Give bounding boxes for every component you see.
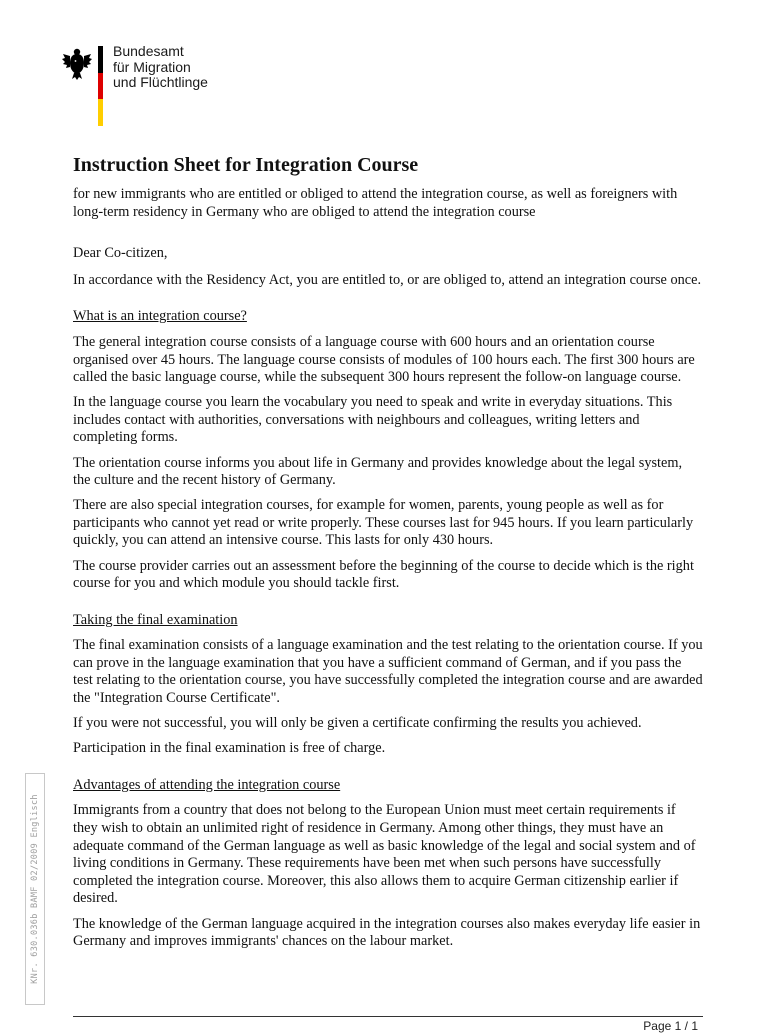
paragraph: The course provider carries out an assessment before the beginning of the course to decide which is the right course for you and which module you should tackle first. (73, 557, 694, 592)
paragraph: The knowledge of the German language acquired in the integration courses also makes everyday life easier in Germany and improves immigrants' chances on the labour market. (73, 915, 701, 950)
flag-red-stripe (98, 73, 103, 100)
form-code: KNr. 630.036b BAMF 02/2009 Englisch (30, 794, 40, 984)
organization-name (113, 44, 208, 91)
document-body (73, 152, 703, 958)
document-subtitle: for new immigrants who are entitled or obliged to attend the integration course, as well as foreigners with long-term residency in Germany who are obliged to attend the integration course (73, 186, 678, 220)
paragraph: If you were not successful, you will only be given a certificate confirming the results you achieved. (73, 715, 642, 732)
page-number: Page 1 / 1 (643, 1019, 698, 1033)
paragraph: There are also special integration courses, for example for women, parents, young people as well as for participants who cannot yet read or write properly. These courses last for 945 hours. If you learn particularly quickly, you can attend an intensive course. This lasts for only 430 hours. (73, 497, 694, 549)
org-line: für Migration (113, 58, 191, 75)
footer-divider (73, 1016, 703, 1017)
federal-eagle-icon (62, 46, 92, 80)
flag-black-stripe (98, 46, 103, 73)
section-heading: Advantages of attending the integration course (73, 776, 341, 793)
section-heading: Taking the final examination (73, 611, 238, 628)
section-heading: What is an integration course? (73, 308, 247, 325)
bamf-logo (62, 44, 262, 128)
greeting: Dear Co-citizen, (73, 245, 168, 262)
paragraph: Participation in the final examination is free of charge. (73, 740, 386, 757)
flag-gold-stripe (98, 99, 103, 126)
paragraph: In the language course you learn the vocabulary you need to speak and write in everyday situations. This includes contact with authorities, conversations with neighbours and colleagues, writing letters and completing forms. (73, 394, 673, 446)
paragraph: Immigrants from a country that does not belong to the European Union must meet certain requirements if they wish to obtain an unlimited right of residence in Germany. Among other things, they must have an adequate command of the German language as well as basic knowledge of the legal and social system and of living conditions in Germany. These requirements have been met when such persons have successfully completed the integration course. Moreover, this also allows them to acquire German citizenship earlier if desired. (73, 802, 696, 907)
org-line: Bundesamt (113, 43, 184, 59)
form-code-box (25, 773, 45, 1005)
org-line: und Flüchtlinge (113, 74, 208, 90)
flag-stripe (98, 46, 103, 126)
paragraph: The final examination consists of a language examination and the test relating to the orientation course. If you can prove in the language examination that you have a sufficient command of German, and if you pass the test relating to the orientation course, you have successfully completed the integration course and are awarded the "Integration Course Certificate". (73, 637, 703, 707)
intro-paragraph: In accordance with the Residency Act, you are entitled to, or are obliged to, attend an integration course once. (73, 271, 702, 288)
paragraph: The orientation course informs you about life in Germany and provides knowledge about the legal system, the culture and the recent history of Germany. (73, 454, 683, 489)
paragraph: The general integration course consists of a language course with 600 hours and an orientation course organised over 45 hours. The language course consists of modules of 100 hours each. The first 300 hours are called the basic language course, while the subsequent 300 hours represent the follow-on language course. (73, 333, 695, 386)
document-title: Instruction Sheet for Integration Course (73, 154, 419, 176)
